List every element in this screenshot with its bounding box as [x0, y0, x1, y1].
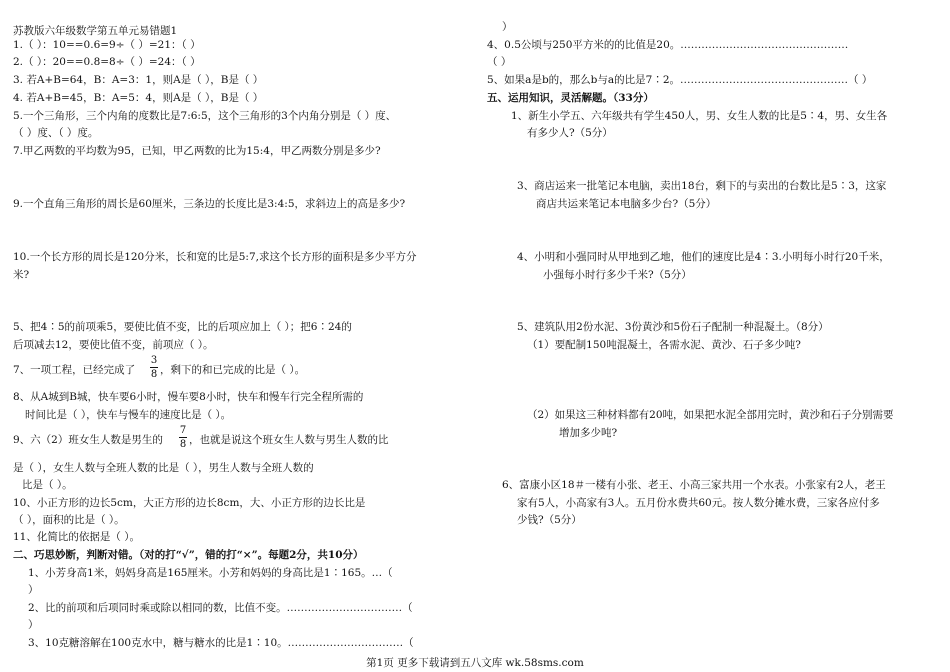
question-1: 1.（ ）：10==0.6=9÷（ ）=21：（ ） [13, 39, 201, 51]
problem-3-line-2: 商店共运来笔记本电脑多少台?（5分） [536, 198, 717, 210]
question-3: 3. 若A+B=64，B：A=3：1，则A是（ ），B是（ ） [13, 74, 264, 86]
problem-6-line-1: 6、富康小区18＃一楼有小张、老王、小高三家共用一个水表。小张家有2人，老王 [502, 479, 886, 491]
problem-5-part-2-line-2: 增加多少吨? [559, 427, 618, 439]
fill-11: 11、化简比的依据是（ ）。 [13, 531, 140, 543]
fill-9-line-2: 是（ ），女生人数与全班人数的比是（ ），男生人数与全班人数的 [13, 462, 314, 474]
fill-5-line-1: 5、把4∶5的前项乘5，要使比值不变，比的后项应加上（ ）；把6∶24的 [13, 321, 352, 333]
question-5-line-1: 5.一个三角形，三个内角的度数比是7:6:5，这个三角形的3个内角分别是（ ）度、 [13, 110, 397, 122]
fill-7-suffix: ，剩下的和已完成的比是（ ）。 [160, 364, 306, 376]
problem-5-part-2-line-1: （2）如果这三种材料都有20吨，如果把水泥全部用完时，黄沙和石子分别需要 [527, 409, 894, 421]
problem-4-line-1: 4、小明和小强同时从甲地到乙地，他们的速度比是4∶3.小明每小时行20千米， [517, 251, 890, 263]
fraction-numerator: 7 [179, 425, 187, 436]
fill-8-line-2: 时间比是（ ），快车与慢车的速度比是（ ）。 [25, 409, 232, 421]
question-10-line-2: 米? [13, 269, 30, 281]
fill-7-prefix: 7、一项工程，已经完成了 [13, 364, 136, 376]
question-10-line-1: 10.一个长方形的周长是120分米，长和宽的比是5:7,求这个长方形的面积是多少平方分 [13, 251, 417, 263]
fill-9-line-1-prefix: 9、六（2）班女生人数是男生的 [13, 434, 163, 446]
problem-4-line-2: 小强每小时行多少千米?（5分） [543, 269, 692, 281]
problem-6-line-3: 少钱?（5分） [517, 514, 582, 526]
fraction-denominator: 8 [150, 369, 158, 380]
problem-3-line-1: 3、商店运来一批笔记本电脑，卖出18台，剩下的与卖出的台数比是5∶3，这家 [517, 180, 887, 192]
judge-3-line-1: 3、10克糖溶解在100克水中，糖与糖水的比是1∶10。……………………………（ [28, 637, 414, 649]
judge-5: 5、如果a是b的，那么b与a的比是7∶2。…………………………………………（ ） [487, 74, 873, 86]
judge-1-line-1: 1、小芳身高1米，妈妈身高是165厘米。小芳和妈妈的身高比是1∶165。…（ [28, 567, 393, 579]
fill-10-line-1: 10、小正方形的边长5cm，大正方形的边长8cm，大、小正方形的边长比是 [13, 497, 366, 509]
judge-4-line-1: 4、0.5公顷与250平方米的的比值是20。………………………………………… [487, 39, 849, 51]
judge-2-line-1: 2、比的前项和后项同时乘或除以相同的数，比值不变。……………………………（ [28, 602, 413, 614]
fill-10-line-2: （ ），面积的比是（ ）。 [13, 514, 125, 526]
question-9: 9.一个直角三角形的周长是60厘米，三条边的长度比是3:4:5，求斜边上的高是多少? [13, 198, 406, 210]
judge-3-line-2: ） [502, 21, 513, 33]
question-7: 7.甲乙两数的平均数为95，已知，甲乙两数的比为15:4，甲乙两数分别是多少? [13, 145, 381, 157]
document-title: 苏教版六年级数学第五单元易错题1 [13, 25, 178, 37]
fraction-denominator: 8 [179, 439, 187, 450]
problem-5: 5、建筑队用2份水泥、3份黄沙和5份石子配制一种混凝土。（8分） [517, 321, 829, 333]
judge-1-line-2: ） [28, 584, 39, 596]
problem-6-line-2: 家有5人，小高家有3人。五月份水费共60元。按人数分摊水费，三家各应付多 [517, 497, 880, 509]
section-5-heading: 五、运用知识，灵活解题。（33分） [487, 92, 654, 104]
fraction-7-8 [179, 425, 187, 450]
fill-9-line-1-suffix: ，也就是说这个班女生人数与男生人数的比 [189, 434, 389, 446]
problem-1-line-2: 有多少人?（5分） [527, 127, 613, 139]
fill-9-line-3: 比是（ ）。 [22, 479, 73, 491]
fraction-numerator: 3 [150, 355, 158, 366]
judge-4-line-2: （ ） [487, 56, 512, 68]
problem-1-line-1: 1、新生小学五、六年级共有学生450人，男、女生人数的比是5∶4，男、女生各 [511, 110, 888, 122]
fraction-3-8 [150, 355, 158, 380]
question-5-line-2: （ ）度、（ ）度。 [13, 127, 99, 139]
section-2-heading: 二、巧思妙断，判断对错。（对的打“√”，错的打“×”。每题2分，共10分） [13, 549, 364, 561]
question-4: 4. 若A+B=45，B：A=5：4，则A是（ ），B是（ ） [13, 92, 264, 104]
page-footer: 第1页 更多下载请到五八文库 wk.58sms.com [366, 657, 584, 669]
judge-2-line-2: ） [28, 619, 39, 631]
fill-8-line-1: 8、从A城到B城，快车要6小时，慢车要8小时，快车和慢车行完全程所需的 [13, 391, 364, 403]
question-2: 2.（ ）：20==0.8=8÷（ ）=24：（ ） [13, 56, 201, 68]
fill-5-line-2: 后项减去12，要使比值不变，前项应（ ）。 [13, 339, 214, 351]
problem-5-part-1: （1）要配制150吨混凝土，各需水泥、黄沙、石子多少吨? [527, 339, 801, 351]
